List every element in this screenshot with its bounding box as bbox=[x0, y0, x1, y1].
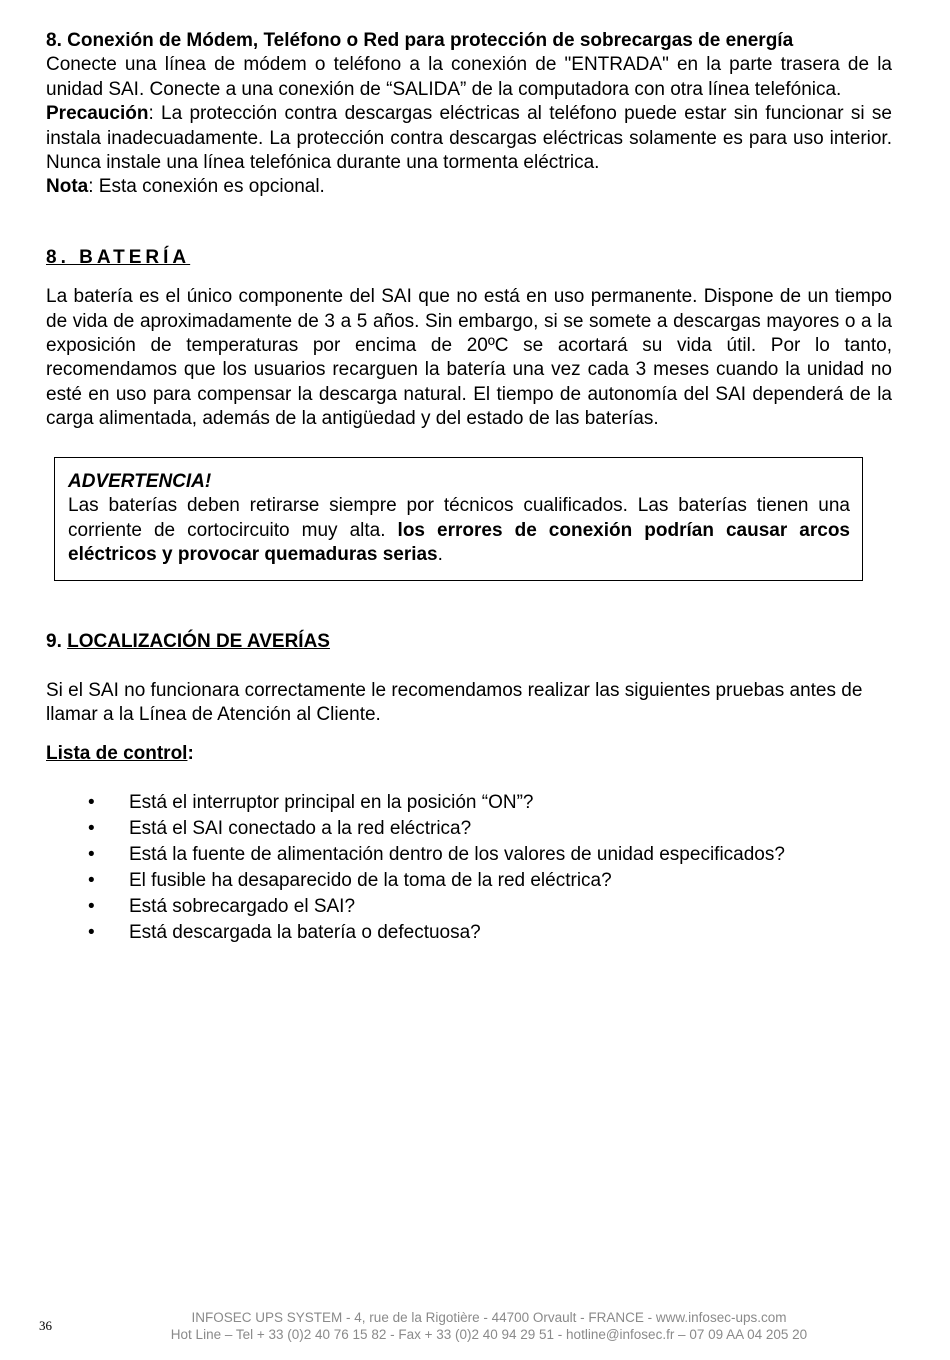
checklist-item bbox=[46, 842, 892, 868]
page-number: 36 bbox=[39, 1318, 52, 1333]
checklist-item-text: Está la fuente de alimentación dentro de los valores de unidad especificados? bbox=[129, 843, 785, 865]
checklist-title bbox=[46, 742, 892, 766]
troubleshooting-intro: Si el SAI no funcionara correctamente le recomendamos realizar las siguientes pruebas antes de llamar a la Línea de Atención al Cliente. bbox=[46, 679, 863, 726]
battery-paragraph: La batería es el único componente del SAI que no está en uso permanente. Dispone de un tiempo de vida de aproximadamente de 3 a 5 años. Sin embargo, si se somete a descargas mayores o a la exposición de temperaturas por encima de 20ºC se acortará su vida útil. Por lo tanto, recomendamos que los usuarios recarguen la batería una vez cada 3 meses cuando la unidad no esté en uso para compensar la descarga natural. El tiempo de autonomía del SAI dependerá de la carga alimentada, además de la antigüedad y del estado de las baterías. bbox=[46, 286, 892, 430]
footer bbox=[0, 1310, 950, 1343]
caution-text: : La protección contra descargas eléctricas al teléfono puede estar sin funcionar si se instala inadecuadamente. La protección contra descargas eléctricas solamente es para uso interior. Nunca instale una línea telefónica durante una tormenta eléctrica. bbox=[46, 103, 892, 174]
warning-text-normal: Las baterías deben retirarse siempre por técnicos cualificados. Las baterías tienen una corriente de cortocircuito muy alta. bbox=[68, 495, 850, 541]
bullet-icon: • bbox=[88, 895, 95, 917]
warning-title: ADVERTENCIA! bbox=[68, 470, 212, 492]
bullet-icon: • bbox=[88, 791, 95, 813]
checklist-item bbox=[46, 790, 892, 816]
section-heading-modem: 8. Conexión de Módem, Teléfono o Red para protección de sobrecargas de energía bbox=[46, 30, 794, 51]
checklist-title-text: Lista de control bbox=[46, 742, 188, 764]
note-text: : Esta conexión es opcional. bbox=[88, 176, 325, 198]
checklist-item bbox=[46, 920, 892, 946]
checklist-item bbox=[46, 894, 892, 920]
note-label: Nota bbox=[46, 176, 89, 198]
checklist-item bbox=[46, 868, 892, 894]
caution-paragraph bbox=[46, 102, 892, 175]
checklist-colon: : bbox=[187, 742, 194, 764]
checklist-item-text: Está el SAI conectado a la red eléctrica? bbox=[129, 817, 472, 839]
section-heading-troubleshooting bbox=[46, 630, 892, 654]
checklist-item-text: Está sobrecargado el SAI? bbox=[129, 895, 356, 917]
checklist-item bbox=[46, 816, 892, 842]
section-heading-battery bbox=[46, 246, 892, 270]
checklist-item-text: Está el interruptor principal en la posición “ON”? bbox=[129, 791, 534, 813]
footer-address: INFOSEC UPS SYSTEM - 4, rue de la Rigotière - 44700 Orvault - FRANCE - www.infosec-ups.com bbox=[191, 1310, 787, 1325]
bullet-icon: • bbox=[88, 921, 95, 943]
troubleshooting-title: LOCALIZACIÓN DE AVERÍAS bbox=[67, 631, 330, 653]
note-paragraph bbox=[46, 175, 892, 199]
warning-text bbox=[68, 494, 850, 567]
warning-text-end: . bbox=[437, 543, 443, 565]
footer-contact: Hot Line – Tel + 33 (0)2 40 76 15 82 - Fax + 33 (0)2 40 94 29 51 - hotline@infosec.fr – 07 09 AA 04 205 20 bbox=[170, 1326, 808, 1342]
checklist-item-text: El fusible ha desaparecido de la toma de la red eléctrica? bbox=[129, 869, 612, 891]
checklist-item-text: Está descargada la batería o defectuosa? bbox=[129, 921, 481, 943]
checklist bbox=[46, 790, 892, 946]
troubleshooting-number: 9. bbox=[46, 631, 68, 653]
warning-text-bold: los errores de conexión podrían causar arcos eléctricos y provocar quemaduras serias bbox=[68, 519, 850, 565]
warning-box bbox=[54, 457, 863, 582]
modem-paragraph: Conecte una línea de módem o teléfono a la conexión de "ENTRADA" en la parte trasera de la unidad SAI. Conecte a una conexión de “SALIDA” de la computadora con otra línea telefónica. bbox=[46, 54, 892, 100]
bullet-icon: • bbox=[88, 817, 95, 839]
bullet-icon: • bbox=[88, 869, 95, 891]
battery-heading-text: 8. BATERÍA bbox=[46, 246, 191, 268]
document-page bbox=[46, 29, 892, 946]
caution-label: Precaución bbox=[46, 103, 149, 125]
bullet-icon: • bbox=[88, 843, 95, 865]
